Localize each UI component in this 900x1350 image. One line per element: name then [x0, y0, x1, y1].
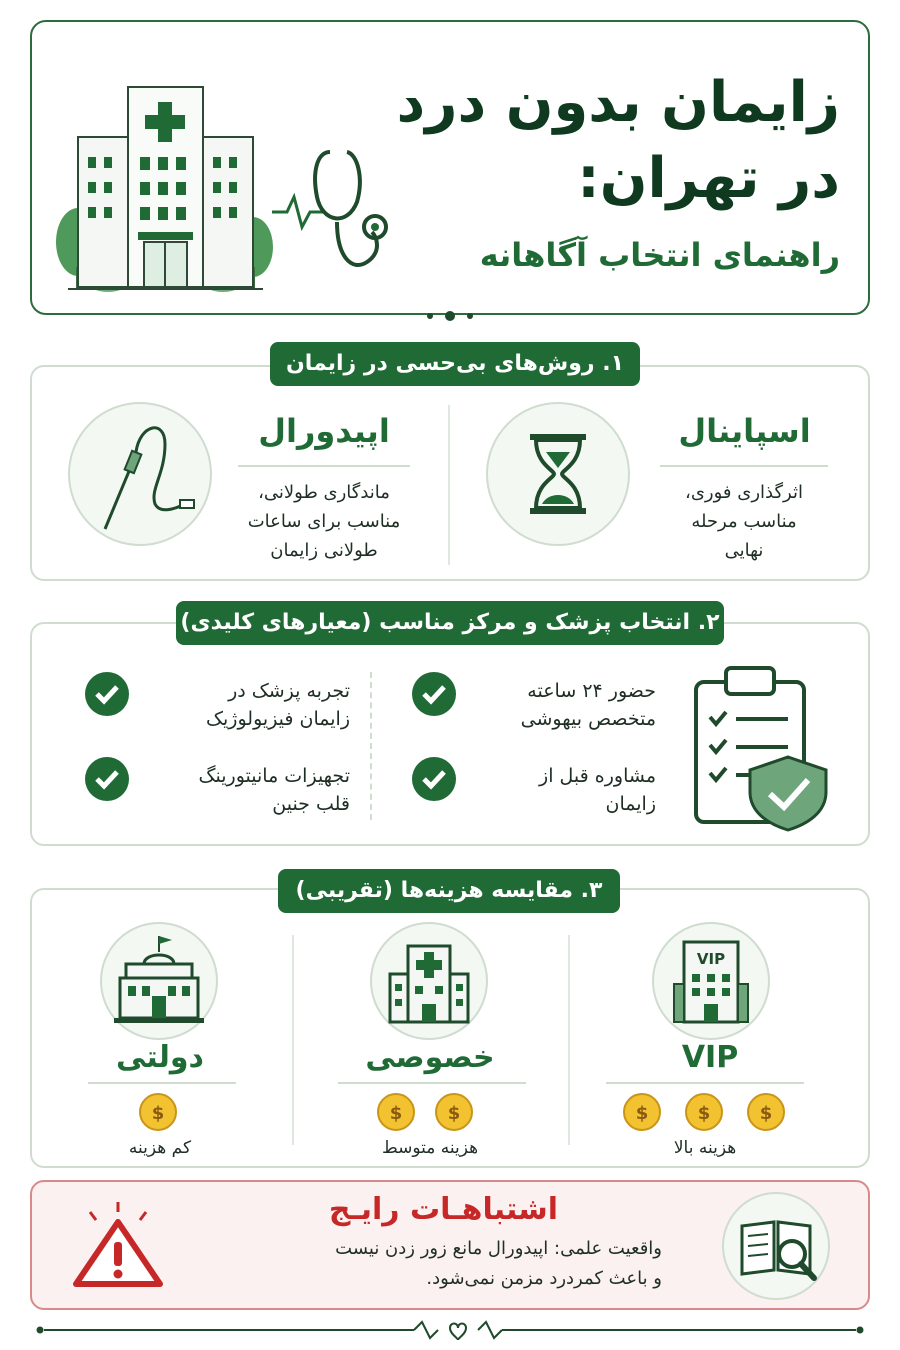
- section3-label: ۳. مقایسه هزینه‌ها (تقریبی): [278, 869, 620, 913]
- page-title-line2: در تهران:: [577, 146, 840, 211]
- header-card: [30, 20, 870, 315]
- check-icon: [85, 672, 129, 716]
- coin-icon: [746, 1092, 786, 1132]
- vip-circle: [652, 922, 770, 1040]
- criterion-4-line1: تجهیزات مانیتورینگ: [198, 765, 350, 787]
- needle-circle: [68, 402, 212, 546]
- epidural-divider: [238, 465, 410, 467]
- decorative-dots: [420, 308, 480, 324]
- section1-label: ۱. روش‌های بی‌حسی در زایمان: [270, 342, 640, 386]
- coin-icon: [376, 1092, 416, 1132]
- spinal-title: اسپاینال: [678, 412, 811, 450]
- vip-tower-icon: [654, 924, 768, 1038]
- page-title-line1: زایمان بدون درد: [396, 70, 840, 135]
- svg-text:$: $: [635, 1103, 649, 1124]
- section3-divider-left: [292, 935, 294, 1145]
- criterion-3-line1: تجربه پزشک در: [228, 680, 350, 702]
- warning-card: [30, 1180, 870, 1310]
- warning-text-line1: واقعیت علمی: اپیدورال مانع زور زدن نیست: [335, 1238, 662, 1259]
- criterion-1-line1: حضور ۲۴ ساعته: [527, 680, 656, 702]
- criterion-1-line2: متخصص بیهوشی: [520, 708, 656, 730]
- section3-divider-right: [568, 935, 570, 1145]
- tier-vip-cost: هزینه بالا: [673, 1138, 737, 1158]
- heartbeat-icon: [36, 1318, 864, 1342]
- epidural-desc-line3: طولانی زایمان: [270, 540, 378, 561]
- tier-government-divider: [88, 1082, 236, 1084]
- criterion-4-line2: قلب جنین: [272, 793, 350, 815]
- spinal-desc-line3: نهایی: [724, 540, 764, 561]
- criterion-3-line2: زایمان فیزیولوژیک: [206, 708, 350, 730]
- book-search-icon: [724, 1194, 828, 1298]
- svg-text:$: $: [759, 1103, 773, 1124]
- private-circle: [370, 922, 488, 1040]
- epidural-desc-line2: مناسب برای ساعات: [247, 511, 401, 532]
- tier-government-title: دولتی: [116, 1040, 204, 1075]
- spinal-desc-line2: مناسب مرحله: [691, 511, 797, 532]
- svg-text:$: $: [151, 1103, 165, 1124]
- page-subtitle: راهنمای انتخاب آگاهانه: [479, 236, 840, 274]
- tier-private-cost: هزینه متوسط: [381, 1138, 479, 1158]
- check-icon: [412, 672, 456, 716]
- hourglass-icon: [488, 404, 628, 544]
- coin-icon: [138, 1092, 178, 1132]
- hospital-building-icon: [48, 82, 278, 297]
- section2-divider: [370, 672, 372, 820]
- warning-text-line2: و باعث کمردرد مزمن نمی‌شود.: [426, 1268, 662, 1289]
- tier-vip-title: VIP: [681, 1040, 739, 1075]
- vip-badge-text: VIP: [696, 950, 726, 968]
- tier-private-title: خصوصی: [365, 1040, 495, 1075]
- spinal-divider: [660, 465, 828, 467]
- warning-title: اشتباهـات رایـج: [328, 1192, 558, 1227]
- coin-icon: [684, 1092, 724, 1132]
- warning-triangle-icon: [68, 1200, 168, 1290]
- epidural-desc-line1: ماندگاری طولانی،: [258, 482, 390, 503]
- private-hospital-icon: [372, 924, 486, 1038]
- clipboard-shield-icon: [688, 662, 838, 832]
- government-circle: [100, 922, 218, 1040]
- epidural-title: اپیدورال: [258, 412, 390, 450]
- criterion-2-line1: مشاوره قبل از: [539, 765, 656, 787]
- criterion-2-line2: زایمان: [605, 793, 656, 815]
- book-search-circle: [722, 1192, 830, 1300]
- section1-divider: [448, 405, 450, 565]
- check-icon: [412, 757, 456, 801]
- tier-private-divider: [338, 1082, 526, 1084]
- epidural-needle-icon: [70, 404, 210, 544]
- spinal-desc-line1: اثرگذاری فوری،: [685, 482, 803, 503]
- stethoscope-icon: [272, 142, 402, 282]
- coin-icon: [434, 1092, 474, 1132]
- hourglass-circle: [486, 402, 630, 546]
- section2-label: ۲. انتخاب پزشک و مرکز مناسب (معیارهای کلیدی): [176, 601, 724, 645]
- svg-text:$: $: [697, 1103, 711, 1124]
- svg-text:$: $: [389, 1103, 403, 1124]
- svg-text:$: $: [447, 1103, 461, 1124]
- check-icon: [85, 757, 129, 801]
- coin-icon: [622, 1092, 662, 1132]
- tier-government-cost: کم هزینه: [128, 1138, 192, 1158]
- government-building-icon: [102, 924, 216, 1038]
- tier-vip-divider: [606, 1082, 804, 1084]
